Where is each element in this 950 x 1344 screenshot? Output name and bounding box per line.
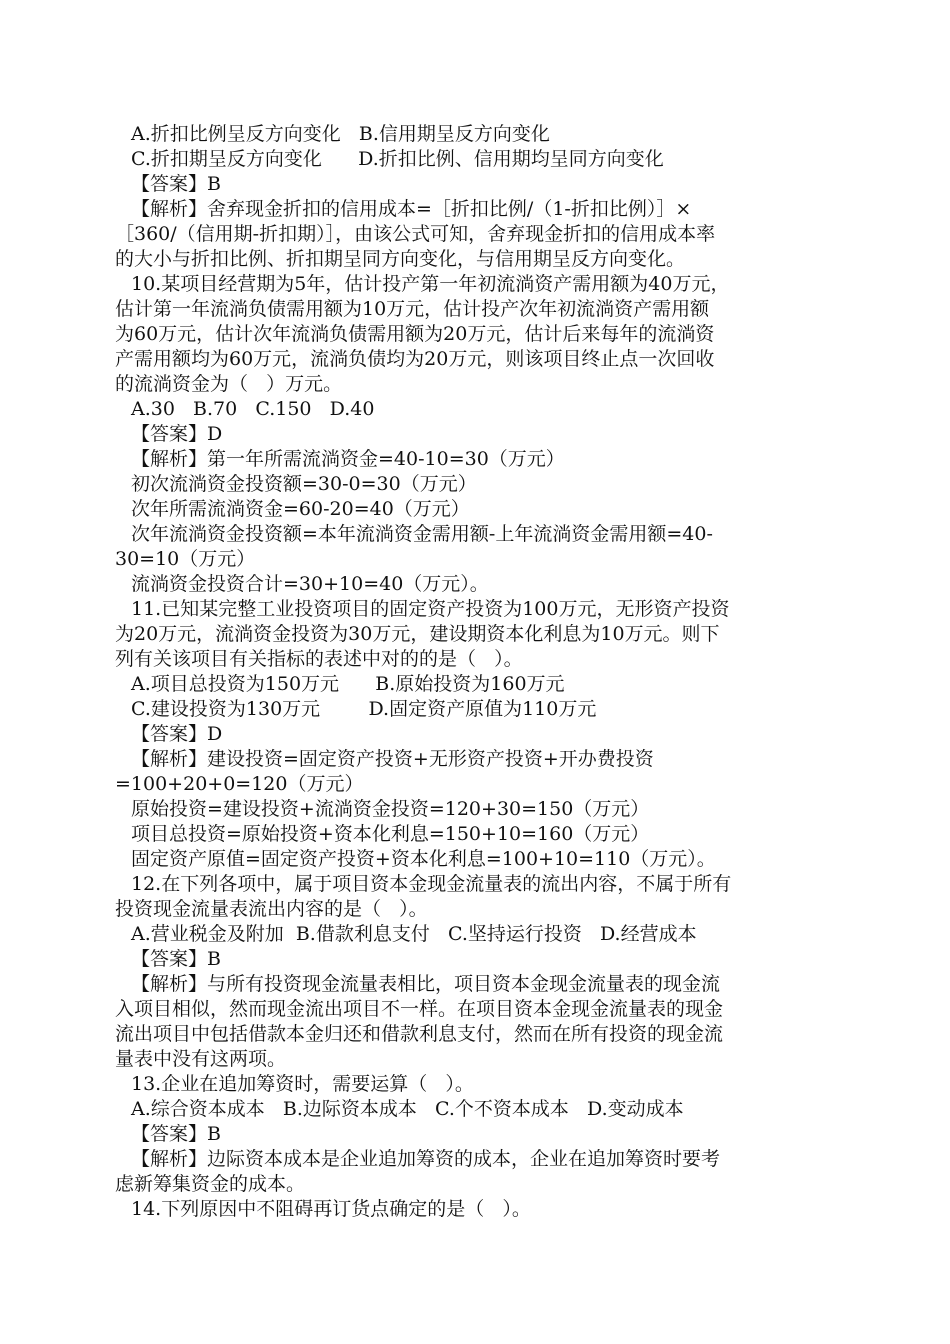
text-line: 11.已知某完整工业投资项目的固定资产投资为100万元，无形资产投资 bbox=[131, 598, 730, 620]
text-line: 原始投资=建设投资+流淌资金投资=120+30=150（万元） bbox=[131, 798, 650, 820]
text-line: 【答案】B bbox=[131, 948, 221, 970]
text-line: 投资现金流量表流出内容的是（ ）。 bbox=[115, 898, 428, 920]
text-line: 流淌资金投资合计=30+10=40（万元）。 bbox=[131, 573, 489, 595]
text-line: 为60万元，估计次年流淌负债需用额为20万元，估计后来每年的流淌资 bbox=[115, 323, 715, 345]
text-line: 虑新筹集资金的成本。 bbox=[115, 1173, 306, 1195]
text-line: 【答案】D bbox=[131, 423, 223, 445]
text-line: A.综合资本成本 B.边际资本成本 C.个不资本成本 D.变动成本 bbox=[131, 1098, 684, 1120]
text-line: 项目总投资=原始投资+资本化利息=150+10=160（万元） bbox=[131, 823, 650, 845]
text-line: C.折扣期呈反方向变化 D.折扣比例、信用期均呈同方向变化 bbox=[131, 148, 664, 170]
text-line: 【解析】第一年所需流淌资金=40-10=30（万元） bbox=[131, 448, 565, 470]
text-line: 【解析】舍弃现金折扣的信用成本=［折扣比例/（1-折扣比例）］× bbox=[131, 198, 692, 220]
text-line: 【解析】边际资本成本是企业追加筹资的成本，企业在追加筹资时要考 bbox=[131, 1148, 721, 1170]
text-line: =100+20+0=120（万元） bbox=[115, 773, 364, 795]
text-line: 产需用额均为60万元，流淌负债均为20万元，则该项目终止点一次回收 bbox=[115, 348, 715, 370]
text-line: 30=10（万元） bbox=[115, 548, 256, 570]
text-line: 10.某项目经营期为5年，估计投产第一年初流淌资产需用额为40万元， bbox=[131, 273, 730, 295]
text-line: 量表中没有这两项。 bbox=[115, 1048, 287, 1070]
text-line: 估计第一年流淌负债需用额为10万元，估计投产次年初流淌资产需用额 bbox=[115, 298, 710, 320]
text-line: 入项目相似，然而现金流出项目不一样。在项目资本金现金流量表的现金 bbox=[115, 998, 724, 1020]
text-line: 列有关该项目有关指标的表述中对的的是（ ）。 bbox=[115, 648, 523, 670]
text-line: ［360/（信用期-折扣期）］，由该公式可知，舍弃现金折扣的信用成本率 bbox=[115, 223, 716, 245]
text-line: 【答案】D bbox=[131, 723, 223, 745]
text-line: 【解析】建设投资=固定资产投资+无形资产投资+开办费投资 bbox=[131, 748, 654, 770]
document-body bbox=[115, 122, 835, 1222]
text-line: 次年所需流淌资金=60-20=40（万元） bbox=[131, 498, 470, 520]
text-line: 14.下列原因中不阻碍再订货点确定的是（ ）。 bbox=[131, 1198, 531, 1220]
text-line: A.项目总投资为150万元 B.原始投资为160万元 bbox=[131, 673, 565, 695]
text-line: 次年流淌资金投资额=本年流淌资金需用额-上年流淌资金需用额=40- bbox=[131, 523, 713, 545]
text-line: 12.在下列各项中，属于项目资本金现金流量表的流出内容，不属于所有 bbox=[131, 873, 732, 895]
text-line: C.建设投资为130万元 D.固定资产原值为110万元 bbox=[131, 698, 597, 720]
text-line: 【答案】B bbox=[131, 173, 221, 195]
text-line: 的流淌资金为（ ）万元。 bbox=[115, 373, 343, 395]
text-line: 初次流淌资金投资额=30-0=30（万元） bbox=[131, 473, 477, 495]
text-line: 【解析】与所有投资现金流量表相比，项目资本金现金流量表的现金流 bbox=[131, 973, 721, 995]
text-line: 固定资产原值=固定资产投资+资本化利息=100+10=110（万元）。 bbox=[131, 848, 716, 870]
text-line: 流出项目中包括借款本金归还和借款利息支付，然而在所有投资的现金流 bbox=[115, 1023, 724, 1045]
text-line: 13.企业在追加筹资时，需要运算（ ）。 bbox=[131, 1073, 474, 1095]
text-line: 【答案】B bbox=[131, 1123, 221, 1145]
text-line: 的大小与折扣比例、折扣期呈同方向变化，与信用期呈反方向变化。 bbox=[115, 248, 686, 270]
text-line: A.营业税金及附加 B.借款利息支付 C.坚持运行投资 D.经营成本 bbox=[131, 923, 697, 945]
text-line: A.折扣比例呈反方向变化 B.信用期呈反方向变化 bbox=[131, 123, 550, 145]
text-line: A.30 B.70 C.150 D.40 bbox=[131, 398, 375, 420]
text-line: 为20万元，流淌资金投资为30万元，建设期资本化利息为10万元。则下 bbox=[115, 623, 720, 645]
